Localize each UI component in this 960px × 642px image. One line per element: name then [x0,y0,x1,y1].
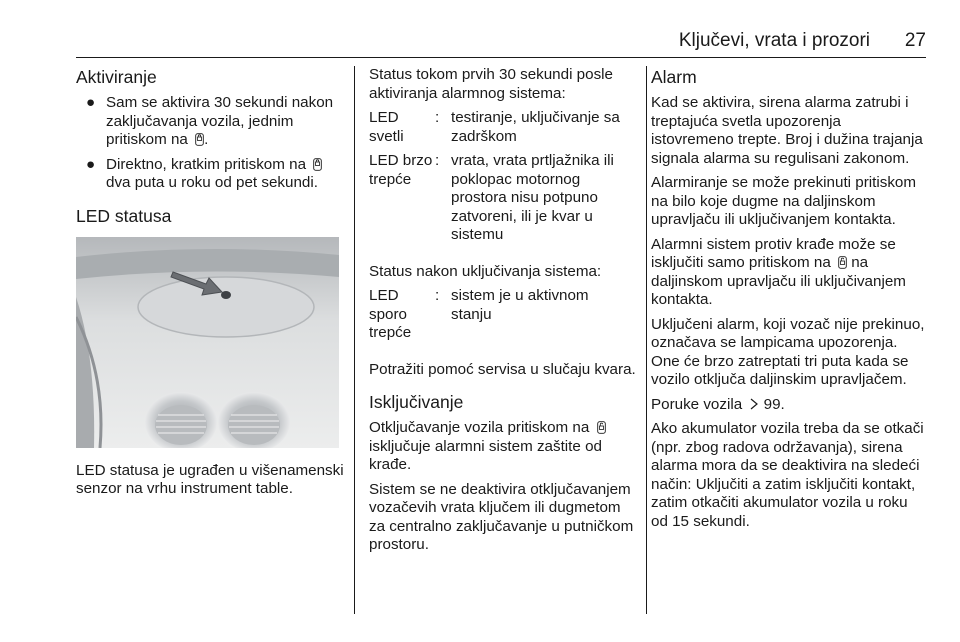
alarm-paragraph-3: Alarmni sistem protiv krađe može se isključiti samo pritiskom na na daljinskom upravljaču ili uključivanjem kontakta. [651,235,906,308]
page-header [76,28,926,58]
table-row: LED brzo trepće : vrata, vrata prtljažnika ili poklopac motornog prostora nisu potpuno zatvoreni, ili je kvar u sistemu [369,152,614,243]
column-divider [354,66,355,614]
alarm-paragraph-6: Ako akumulator vozila treba da se otkači (npr. zbog radova održavanja), sirena alarma mora da se deaktivira na sledeći način: Uključiti a zatim isključiti kontakt, zatim otkačiti akumulator vozila u roku od 15 sekundi. [651,420,924,530]
alarm-paragraph-2: Alarmiranje se može prekinuti pritiskom na bilo koje dugme na daljinskom upravljaču ili uključivanjem kontakta. [651,174,917,228]
status-after-intro: Status nakon uključivanja sistema: [369,262,602,280]
led-caption: LED statusa je ugrađen u višenamenski senzor na vrhu instrument table. [76,461,344,497]
heading-led-status: LED statusa [76,205,172,226]
column-1 [76,66,344,505]
table-row: LED svetli : testiranje, uključivanje sa zadrškom [369,109,620,145]
page-number: 27 [904,30,926,51]
bullet-icon: ● [86,94,96,111]
heading-alarm: Alarm [651,67,697,87]
unlock-key-icon [838,256,847,269]
bullet-icon: ● [86,155,96,173]
status-first-table [369,109,633,251]
page-reference-icon [749,398,759,410]
alarm-paragraph-1: Kad se aktivira, sirena alarma zatrubi i treptajuća svetla upozorenja istovremeno trepte. Broj i dužina trajanja signala alarma su regulisani zakonom. [651,94,923,167]
header-rule [76,57,926,58]
alarm-paragraph-5: Poruke vozila 99. [651,395,785,413]
service-text: Potražiti pomoć servisa u slučaju kvara. [369,360,636,378]
column-2 [369,66,637,561]
page-reference-link[interactable]: 99. [759,395,785,413]
lock-key-icon [313,158,322,171]
status-first-intro: Status tokom prvih 30 sekundi posle aktiviranja alarmnog sistema: [369,66,613,102]
column-divider [646,66,647,614]
dashboard-led-photo [76,237,339,448]
column-3 [651,66,927,537]
deactivation-paragraph-1: Otključavanje vozila pritiskom na isključuje alarmni sistem zaštite od krađe. [369,419,637,475]
header-title: Ključevi, vrata i prozori [678,30,870,51]
table-row: LED sporo trepće : sistem je u aktivnom stanju [369,287,589,341]
heading-activation: Aktiviranje [76,67,157,87]
dashboard-illustration [76,237,339,448]
status-after-table [369,287,633,349]
activation-list [76,94,344,193]
unlock-key-icon [597,421,606,434]
alarm-paragraph-4: Uključeni alarm, koji vozač nije prekinuo, označava se lampicama upozorenja. One će brzo zatreptati tri puta kada se vozilo otključa daljinskim upravljačem. [651,315,925,388]
list-item: ● Sam se aktivira 30 sekundi nakon zaključavanja vozila, jednim pritiskom na . [86,94,334,148]
deactivation-paragraph-2: Sistem se ne deaktivira otključavanjem vozačevih vrata ključem ili dugmetom za centralno zaključavanje u putničkom prostoru. [369,480,634,553]
heading-deactivation: Isključivanje [369,392,464,412]
lock-key-icon [195,133,204,146]
list-item: ● Direktno, kratkim pritiskom na dva puta u roku od pet sekundi. [76,156,344,193]
